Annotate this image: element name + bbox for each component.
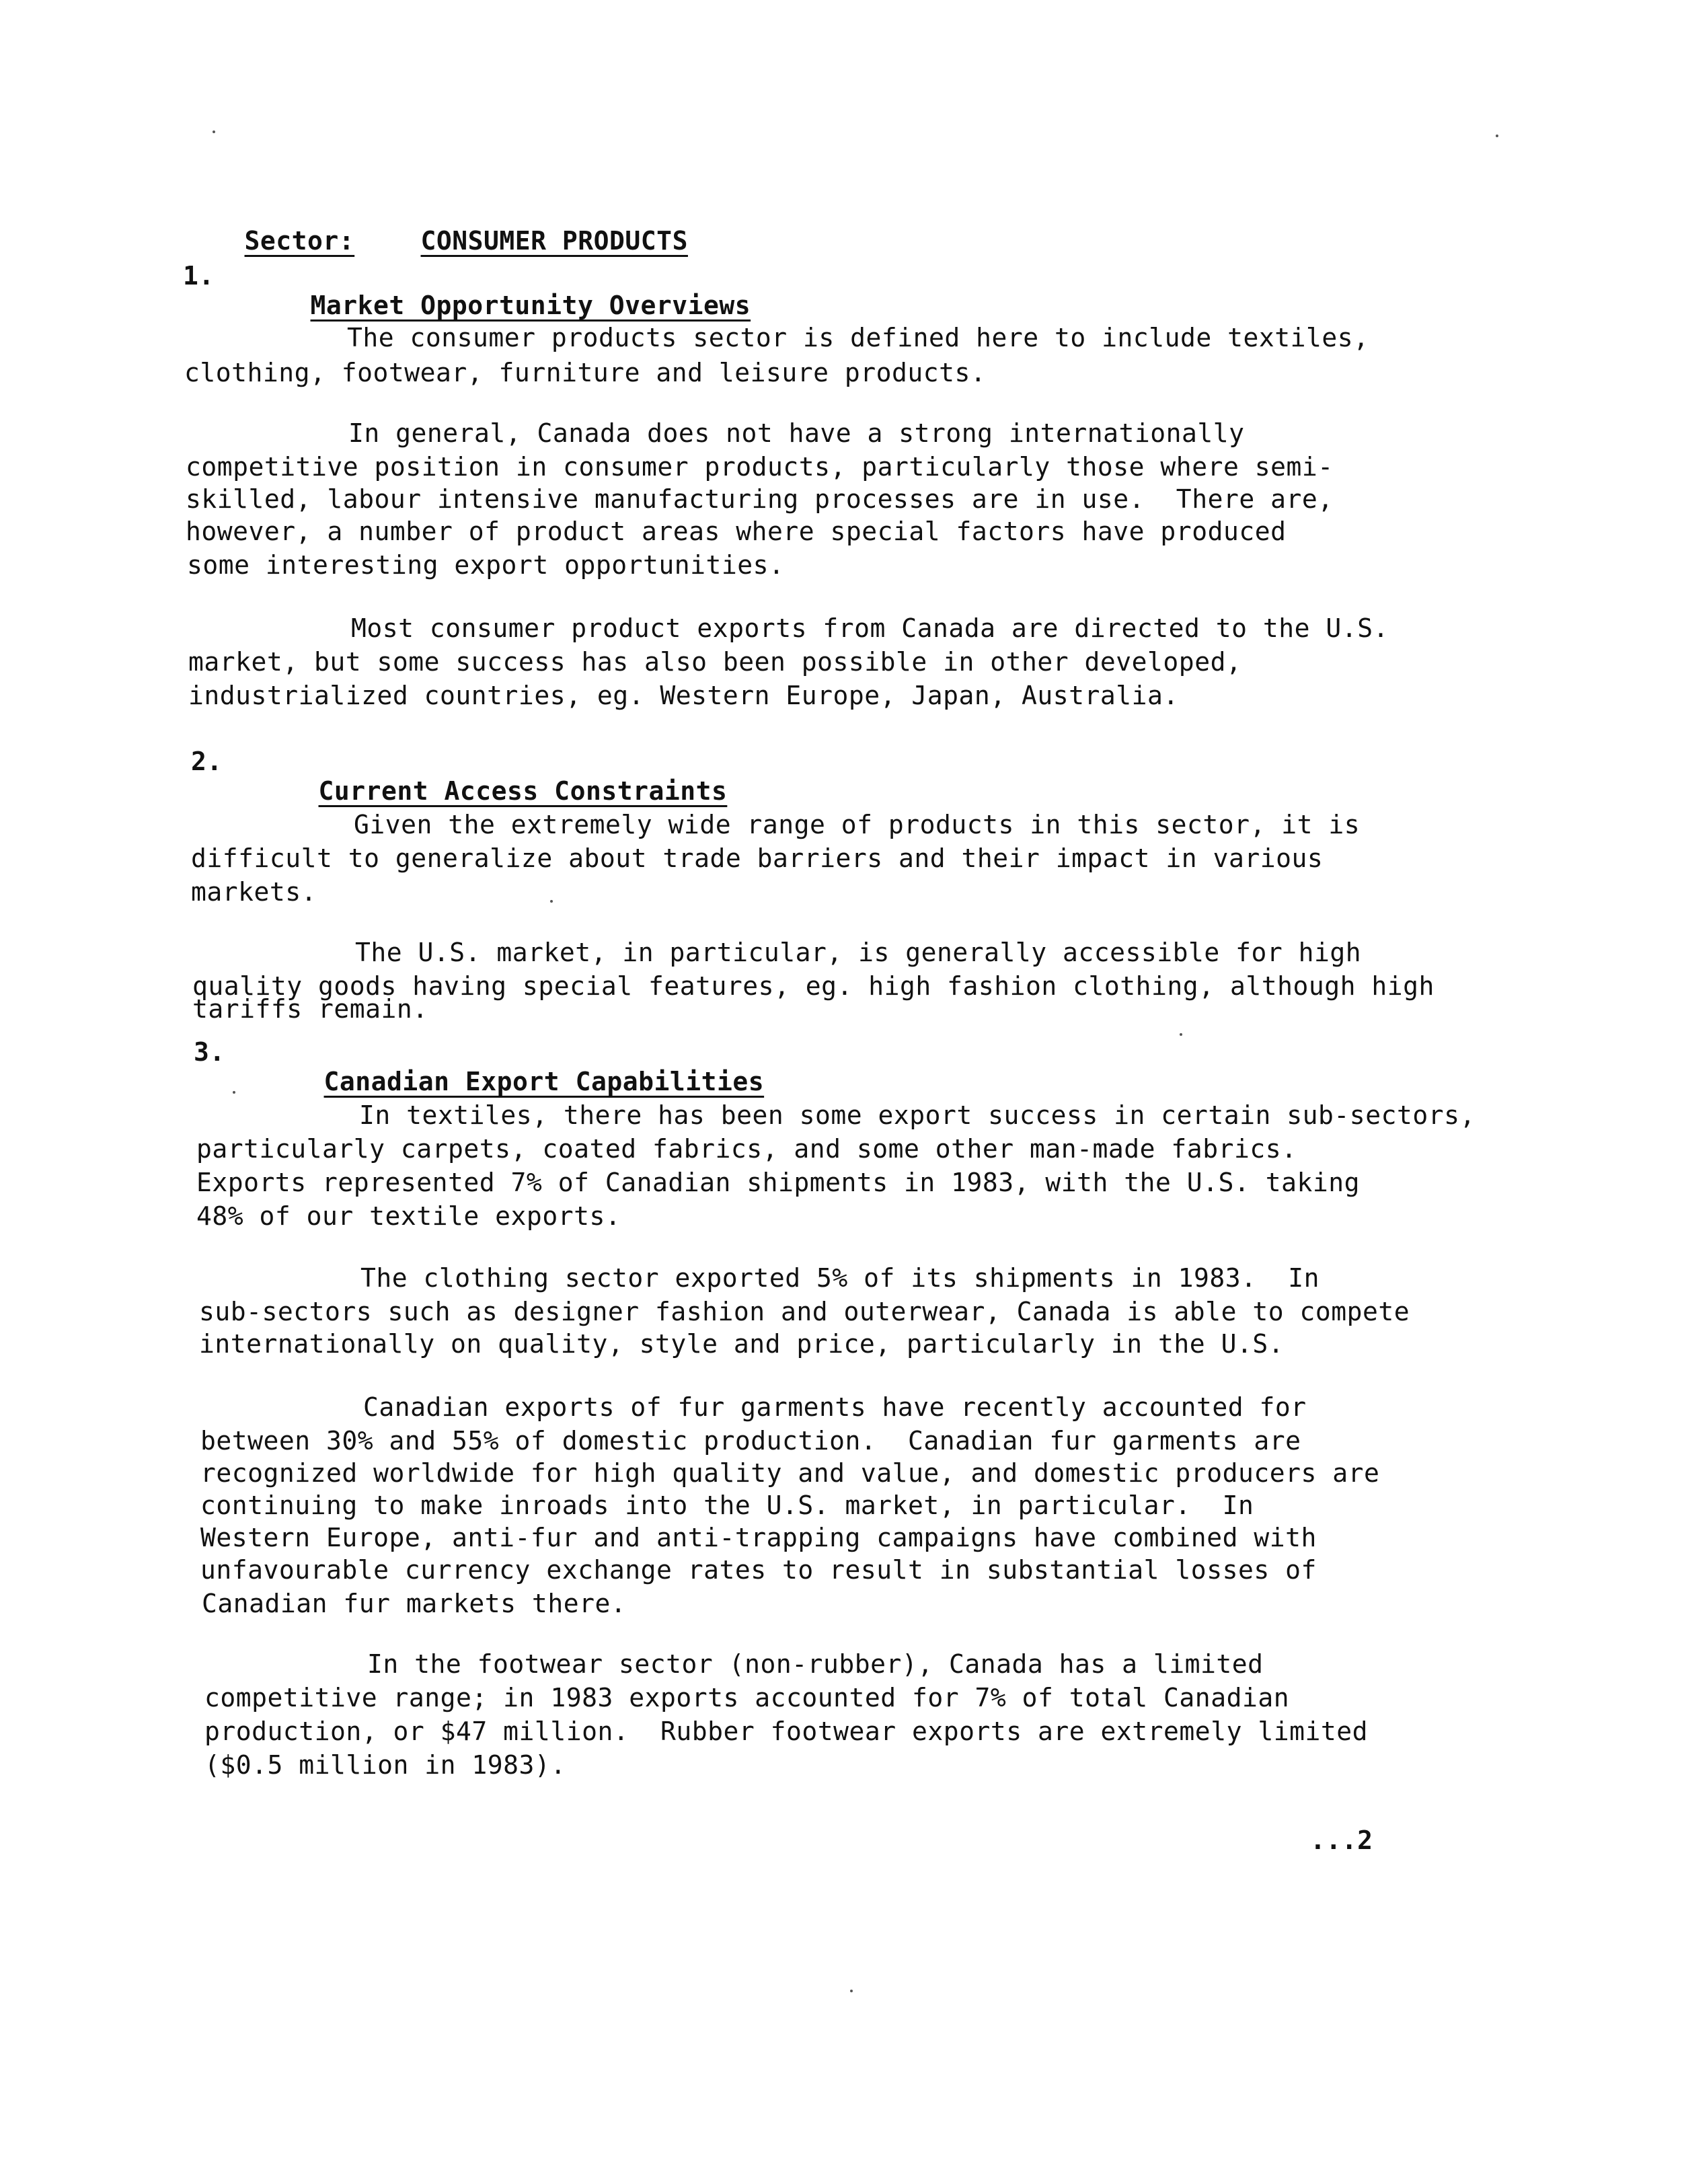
s3-p3-line-3: recognized worldwide for high quality and value, and domestic producers are — [200, 1458, 1380, 1488]
s3-p4-line-3: production, or $47 million. Rubber footwear exports are extremely limited — [204, 1717, 1368, 1746]
s1-p3-line-3: industrialized countries, eg. Western Europe, Japan, Australia. — [188, 681, 1179, 710]
scan-speck — [1496, 135, 1498, 137]
s3-p3-line-2: between 30% and 55% of domestic production. Canadian fur garments are — [200, 1426, 1301, 1456]
s3-p3-line-4: continuing to make inroads into the U.S. market, in particular. In — [200, 1491, 1254, 1520]
s3-p1-line-3: Exports represented 7% of Canadian shipments in 1983, with the U.S. taking — [196, 1168, 1360, 1197]
s2-p1-line-2: difficult to generalize about trade barriers and their impact in various — [191, 843, 1324, 873]
s2-p2-line-2: quality goods having special features, eg. high fashion clothing, although high — [192, 971, 1434, 1001]
s3-p4-line-4: ($0.5 million in 1983). — [204, 1750, 566, 1780]
s1-p2-line-1: In general, Canada does not have a strong internationally — [348, 418, 1245, 448]
s3-p2-line-1: The clothing sector exported 5% of its shipments in 1983. In — [360, 1263, 1320, 1293]
s1-p3-line-2: market, but some success has also been possible in other developed, — [188, 647, 1242, 677]
s2-p1-line-1: Given the extremely wide range of products in this sector, it is — [354, 810, 1361, 839]
section-2-heading: Current Access Constraints — [318, 776, 728, 806]
s3-p1-line-1: In textiles, there has been some export success in certain sub-sectors, — [359, 1100, 1476, 1130]
scan-speck — [550, 900, 553, 903]
s2-p1-line-3: markets. — [191, 877, 317, 907]
scan-speck — [850, 1990, 853, 1992]
s1-p1-line-2: clothing, footwear, furniture and leisure products. — [184, 358, 987, 387]
s1-p2-line-5: some interesting export opportunities. — [187, 550, 785, 580]
section-1-heading: Market Opportunity Overviews — [310, 291, 751, 320]
s1-p2-line-3: skilled, labour intensive manufacturing processes are in use. There are, — [186, 484, 1334, 514]
section-2-number: 2. — [191, 747, 223, 776]
section-3-number: 3. — [194, 1037, 225, 1067]
page-continuation: ...2 — [1310, 1825, 1373, 1855]
s3-p3-line-5: Western Europe, anti-fur and anti-trapping campaigns have combined with — [200, 1523, 1317, 1552]
scan-speck — [233, 1091, 235, 1094]
s3-p1-line-4: 48% of our textile exports. — [196, 1201, 621, 1231]
s3-p3-line-6: unfavourable currency exchange rates to result in substantial losses of — [200, 1555, 1317, 1585]
s3-p1-line-2: particularly carpets, coated fabrics, and some other man-made fabrics. — [196, 1134, 1297, 1164]
s1-p2-line-2: competitive position in consumer products, particularly those where semi- — [186, 452, 1334, 482]
s1-p1-line-1: The consumer products sector is defined here to include textiles, — [347, 323, 1369, 352]
sector-name: CONSUMER PRODUCTS — [420, 226, 688, 256]
s3-p2-line-3: internationally on quality, style and price, particularly in the U.S. — [199, 1329, 1285, 1359]
section-1-number: 1. — [183, 261, 215, 291]
s3-p3-line-1: Canadian exports of fur garments have recently accounted for — [363, 1392, 1307, 1422]
s3-p3-line-7: Canadian fur markets there. — [202, 1589, 627, 1618]
scan-speck — [213, 130, 215, 133]
s1-p2-line-4: however, a number of product areas where special factors have produced — [186, 517, 1287, 546]
s3-p4-line-1: In the footwear sector (non-rubber), Canada has a limited — [367, 1649, 1264, 1679]
s2-p2-line-3: tariffs remain. — [192, 994, 428, 1024]
s3-p4-line-2: competitive range; in 1983 exports accounted for 7% of total Canadian — [204, 1683, 1290, 1712]
s2-p2-line-1: The U.S. market, in particular, is generally accessible for high — [355, 938, 1362, 967]
scan-speck — [1180, 1033, 1182, 1036]
s3-p2-line-2: sub-sectors such as designer fashion and outerwear, Canada is able to compete — [199, 1297, 1410, 1326]
sector-label: Sector: — [244, 226, 355, 256]
s1-p3-line-1: Most consumer product exports from Canada are directed to the U.S. — [351, 613, 1389, 643]
section-3-heading: Canadian Export Capabilities — [323, 1067, 765, 1096]
